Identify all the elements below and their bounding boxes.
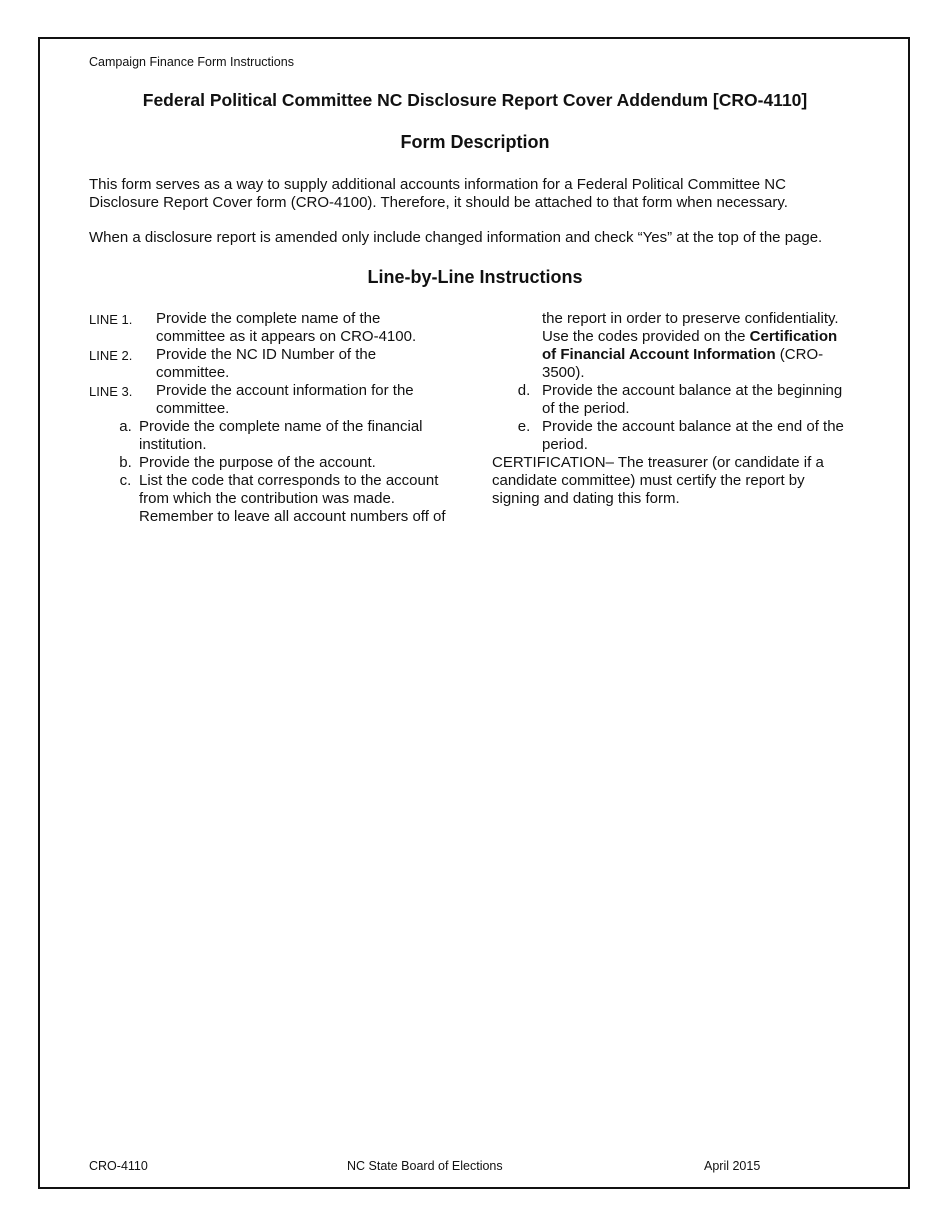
instruction-text: Provide the purpose of the account. [139, 454, 376, 471]
certification-instruction [492, 454, 872, 508]
instructions-left-column [89, 310, 469, 526]
instruction-text: institution. [139, 436, 207, 453]
instruction-text: 3500). [542, 364, 585, 381]
instruction-text: committee. [156, 364, 230, 381]
instruction-text: Provide the NC ID Number of the [156, 346, 377, 363]
form-description-paragraph [89, 176, 869, 212]
instruction-text: of the period. [542, 400, 630, 417]
form-reference-bold: of Financial Account Information [542, 346, 776, 363]
line-label: LINE 3. [89, 384, 133, 399]
instruction-text: committee. [156, 400, 230, 417]
instruction-text [542, 328, 872, 346]
instruction-sub-c-continued [492, 310, 872, 382]
sub-label: d. [517, 382, 531, 399]
sub-label: b. [119, 454, 132, 471]
footer-date: April 2015 [704, 1159, 761, 1173]
sub-label: e. [517, 418, 531, 435]
instruction-text: signing and dating this form. [492, 490, 680, 507]
amendment-paragraph: When a disclosure report is amended only include changed information and check “Yes” at the top of the page. [89, 229, 823, 246]
sub-label: c. [119, 472, 132, 489]
instruction-text [542, 346, 872, 364]
instruction-text: committee as it appears on CRO-4100. [156, 328, 417, 345]
instruction-line-1 [89, 310, 469, 346]
footer-form-id: CRO-4110 [89, 1159, 148, 1173]
instruction-text: Provide the complete name of the [156, 310, 381, 327]
instruction-text: period. [542, 436, 588, 453]
instruction-sub-b [89, 454, 469, 472]
instruction-text: the report in order to preserve confidentiality. [542, 310, 839, 327]
footer-agency: NC State Board of Elections [347, 1159, 503, 1173]
instruction-line-2 [89, 346, 469, 382]
instructions-right-column [492, 310, 872, 508]
line-label: LINE 2. [89, 348, 133, 363]
page-title: Federal Political Committee NC Disclosure Report Cover Addendum [CRO-4110] [142, 90, 808, 110]
paragraph-line: Disclosure Report Cover form (CRO-4100). Therefore, it should be attached to that form when necessary. [89, 194, 788, 211]
line-label: LINE 1. [89, 312, 133, 327]
instruction-sub-e [492, 418, 872, 454]
instruction-text: Provide the complete name of the financial [139, 418, 423, 435]
instruction-text-part: Use the codes provided on the [542, 328, 750, 345]
instruction-text: Provide the account information for the [156, 382, 414, 399]
instruction-text: candidate committee) must certify the report by [492, 472, 805, 489]
instruction-text: Provide the account balance at the beginning [542, 382, 843, 399]
instruction-line-3 [89, 382, 469, 418]
sub-label: a. [119, 418, 132, 435]
instruction-sub-c [89, 472, 469, 526]
instruction-text: Remember to leave all account numbers off of [139, 508, 446, 525]
instruction-text: from which the contribution was made. [139, 490, 395, 507]
form-reference-bold: Certification [749, 328, 838, 345]
line-by-line-heading: Line-by-Line Instructions [367, 267, 583, 287]
instruction-sub-a [89, 418, 469, 454]
paragraph-line: This form serves as a way to supply additional accounts information for a Federal Political Committee NC [89, 176, 786, 193]
form-description-heading: Form Description [400, 132, 550, 152]
header-label: Campaign Finance Form Instructions [89, 55, 294, 69]
instruction-text-part: (CRO- [775, 346, 824, 363]
instruction-text: List the code that corresponds to the account [139, 472, 439, 489]
instruction-text: Provide the account balance at the end of the [542, 418, 844, 435]
instruction-sub-d [492, 382, 872, 418]
instruction-text: CERTIFICATION– The treasurer (or candidate if a [492, 454, 824, 471]
